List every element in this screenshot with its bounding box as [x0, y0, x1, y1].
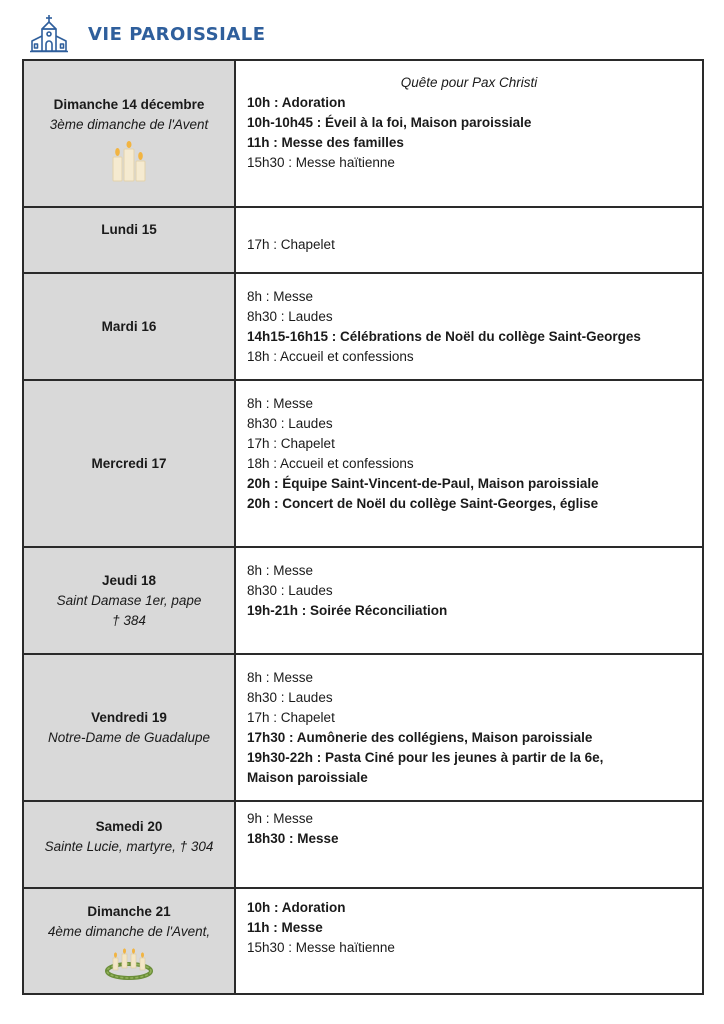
- events-cell: [235, 380, 703, 547]
- day-subtitle: 4ème dimanche de l'Avent,: [47, 924, 211, 939]
- day-cell: [23, 380, 235, 547]
- list-item: 18h : Accueil et confessions: [247, 348, 414, 364]
- events-cell: [235, 654, 703, 801]
- church-icon: [30, 14, 68, 54]
- table-row: [23, 60, 703, 207]
- list-item: 17h : Chapelet: [247, 709, 335, 725]
- day-subtitle: Sainte Lucie, martyre, † 304: [44, 838, 214, 854]
- page-header: [30, 14, 266, 54]
- page-title: VIE PAROISSIALE: [88, 23, 266, 45]
- table-row: [23, 888, 703, 994]
- day-cell: [23, 273, 235, 380]
- day-name: Mardi 16: [101, 318, 157, 334]
- candles-icon: [107, 141, 151, 183]
- list-item: 18h : Accueil et confessions: [247, 455, 414, 471]
- list-item: 9h : Messe: [247, 810, 314, 826]
- day-subtitle: † 384: [112, 612, 146, 628]
- day-cell: [23, 60, 235, 207]
- list-item: 8h : Messe: [247, 669, 314, 685]
- list-item: 17h30 : Aumônerie des collégiens, Maison paroissiale: [247, 729, 593, 745]
- events-cell: [235, 207, 703, 273]
- table-row: [23, 801, 703, 888]
- list-item: 14h15-16h15 : Célébrations de Noël du collège Saint-Georges: [247, 328, 641, 344]
- list-item: 15h30 : Messe haïtienne: [247, 940, 395, 955]
- list-item: 15h30 : Messe haïtienne: [247, 154, 395, 170]
- table-row: [23, 273, 703, 380]
- day-name: Vendredi 19: [91, 709, 167, 725]
- day-cell: [23, 654, 235, 801]
- list-item: 8h30 : Laudes: [247, 308, 333, 324]
- list-item: Quête pour Pax Christi: [400, 74, 538, 90]
- list-item: 8h30 : Laudes: [247, 689, 333, 705]
- day-cell: [23, 801, 235, 888]
- events-cell: [235, 801, 703, 888]
- list-item: 8h : Messe: [247, 288, 314, 304]
- events-cell: [235, 888, 703, 994]
- list-item: 8h : Messe: [247, 562, 314, 578]
- day-name: Dimanche 21: [87, 904, 171, 919]
- list-item: 20h : Équipe Saint-Vincent-de-Paul, Maison paroissiale: [247, 475, 599, 491]
- day-name: Dimanche 14 décembre: [53, 96, 205, 112]
- list-item: 8h : Messe: [247, 395, 314, 411]
- day-cell: [23, 547, 235, 654]
- list-item: 10h : Adoration: [247, 900, 346, 915]
- list-item: 19h-21h : Soirée Réconciliation: [247, 602, 448, 618]
- list-item: 17h : Chapelet: [247, 237, 335, 252]
- advent-wreath-icon: [103, 944, 155, 980]
- list-item: 19h30-22h : Pasta Ciné pour les jeunes à partir de la 6e, Maison paroissiale: [247, 749, 604, 785]
- list-item: 11h : Messe des familles: [247, 134, 404, 150]
- table-row: [23, 547, 703, 654]
- list-item: 20h : Concert de Noël du collège Saint-Georges, église: [247, 495, 599, 511]
- day-cell: [23, 888, 235, 994]
- day-name: Mercredi 17: [91, 455, 167, 471]
- events-cell: [235, 60, 703, 207]
- list-item: 17h : Chapelet: [247, 435, 335, 451]
- events-cell: [235, 547, 703, 654]
- table-row: [23, 207, 703, 273]
- events-cell: [235, 273, 703, 380]
- list-item: 8h30 : Laudes: [247, 415, 333, 431]
- day-subtitle: 3ème dimanche de l'Avent: [49, 116, 209, 132]
- day-name: Jeudi 18: [101, 572, 157, 588]
- list-item: 10h : Adoration: [247, 94, 346, 110]
- day-name: Samedi 20: [95, 818, 163, 834]
- day-cell: [23, 207, 235, 273]
- schedule-table: [22, 59, 704, 995]
- list-item: 11h : Messe: [247, 920, 323, 935]
- list-item: 8h30 : Laudes: [247, 582, 333, 598]
- table-row: [23, 654, 703, 801]
- list-item: 18h30 : Messe: [247, 830, 339, 846]
- day-subtitle: Saint Damase 1er, pape: [56, 592, 202, 608]
- day-name: Lundi 15: [101, 222, 157, 237]
- table-row: [23, 380, 703, 547]
- list-item: 10h-10h45 : Éveil à la foi, Maison paroissiale: [247, 114, 532, 130]
- day-subtitle: Notre-Dame de Guadalupe: [47, 729, 211, 745]
